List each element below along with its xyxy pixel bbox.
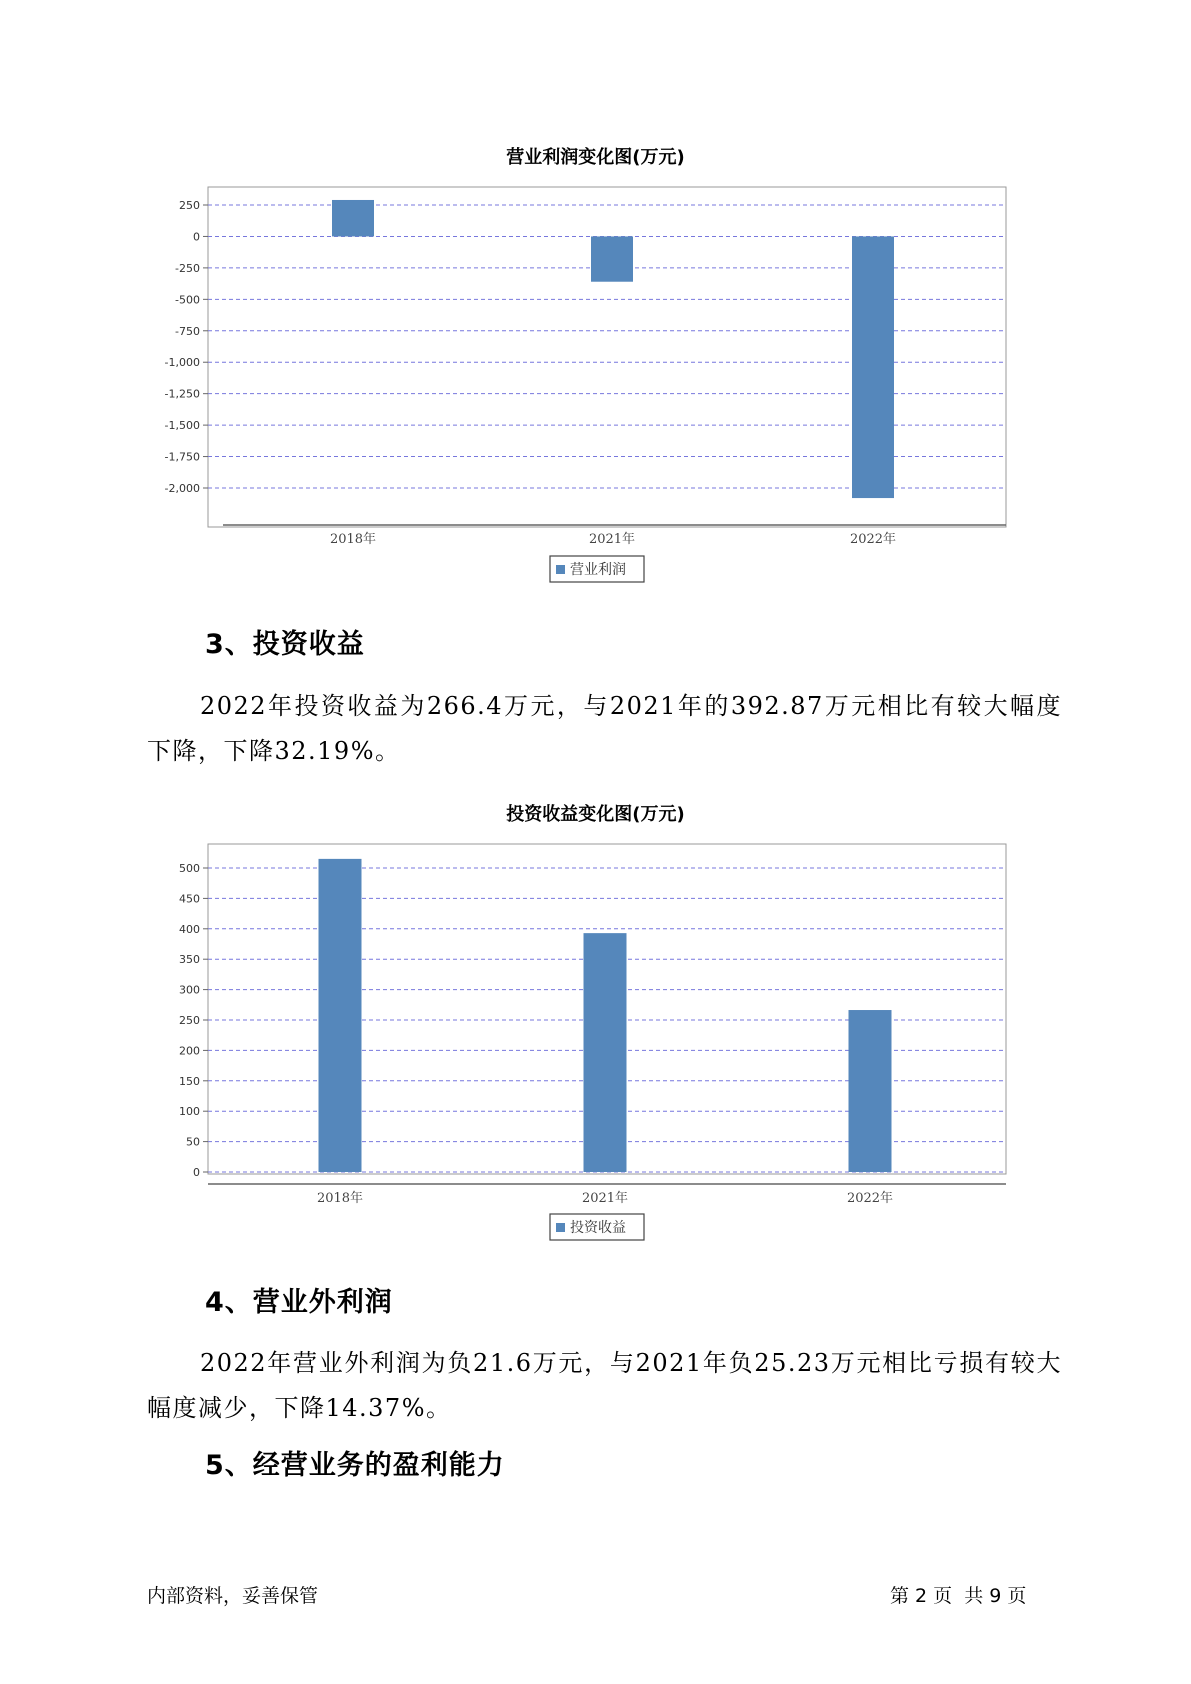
y-tick-label: -1,000 — [164, 356, 200, 370]
section-3-heading: 3、投资收益 — [205, 629, 365, 660]
bar — [849, 1010, 892, 1172]
x-tick-label: 2022年 — [846, 1191, 894, 1206]
section-4-heading: 4、营业外利润 — [205, 1287, 393, 1318]
y-tick-label: 0 — [193, 1166, 200, 1179]
operating-profit-chart — [0, 170, 1191, 590]
section-4-paragraph: 2022年营业外利润为负21.6万元，与2021年负25.23万元相比亏损有较大幅度减少，下降14.37%。 — [147, 1349, 1062, 1422]
y-tick-label: 200 — [179, 1044, 200, 1058]
y-tick-label: -1,250 — [164, 387, 200, 401]
y-tick-label: -750 — [175, 324, 200, 338]
y-tick-label: 250 — [179, 199, 200, 212]
y-tick-label: 250 — [179, 1014, 200, 1027]
footer-confidential-note: 内部资料，妥善保管 — [147, 1585, 319, 1607]
bar — [852, 236, 894, 498]
y-tick-label: 0 — [193, 230, 200, 244]
y-tick-label: 300 — [179, 983, 200, 997]
section-5-heading: 5、经营业务的盈利能力 — [205, 1450, 505, 1481]
x-tick-label: 2021年 — [588, 532, 636, 547]
y-tick-label: 450 — [179, 892, 200, 906]
legend-label: 营业利润 — [570, 562, 626, 578]
legend — [550, 556, 644, 582]
legend — [550, 1214, 644, 1240]
bar — [319, 859, 362, 1172]
investment-income-chart — [0, 830, 1191, 1250]
y-tick-label: -250 — [175, 261, 200, 275]
y-tick-label: 350 — [179, 953, 200, 967]
x-tick-label: 2018年 — [329, 532, 377, 547]
bar — [584, 933, 627, 1172]
legend-swatch — [556, 1223, 565, 1232]
bar — [332, 200, 374, 236]
y-tick-label: 400 — [179, 922, 200, 936]
y-tick-label: -1,750 — [164, 450, 200, 464]
y-tick-label: 500 — [179, 862, 200, 875]
y-tick-label: 150 — [179, 1074, 200, 1088]
y-tick-label: -500 — [175, 293, 200, 307]
chart1-title: 营业利润变化图(万元) — [506, 147, 685, 168]
bar — [591, 236, 633, 281]
footer-page-number: 第 2 页 共 9 页 — [890, 1585, 1027, 1607]
chart2-title: 投资收益变化图(万元) — [506, 804, 685, 825]
y-tick-label: -1,500 — [164, 419, 200, 433]
y-tick-label: 50 — [186, 1135, 200, 1149]
legend-label: 投资收益 — [570, 1220, 626, 1236]
x-tick-label: 2022年 — [849, 532, 897, 547]
section-3-paragraph: 2022年投资收益为266.4万元，与2021年的392.87万元相比有较大幅度下降，下降32.19%。 — [147, 692, 1062, 765]
x-tick-label: 2018年 — [316, 1191, 364, 1206]
legend-swatch — [556, 565, 565, 574]
y-tick-label: 100 — [179, 1105, 200, 1119]
x-tick-label: 2021年 — [581, 1191, 629, 1206]
y-tick-label: -2,000 — [164, 482, 200, 495]
